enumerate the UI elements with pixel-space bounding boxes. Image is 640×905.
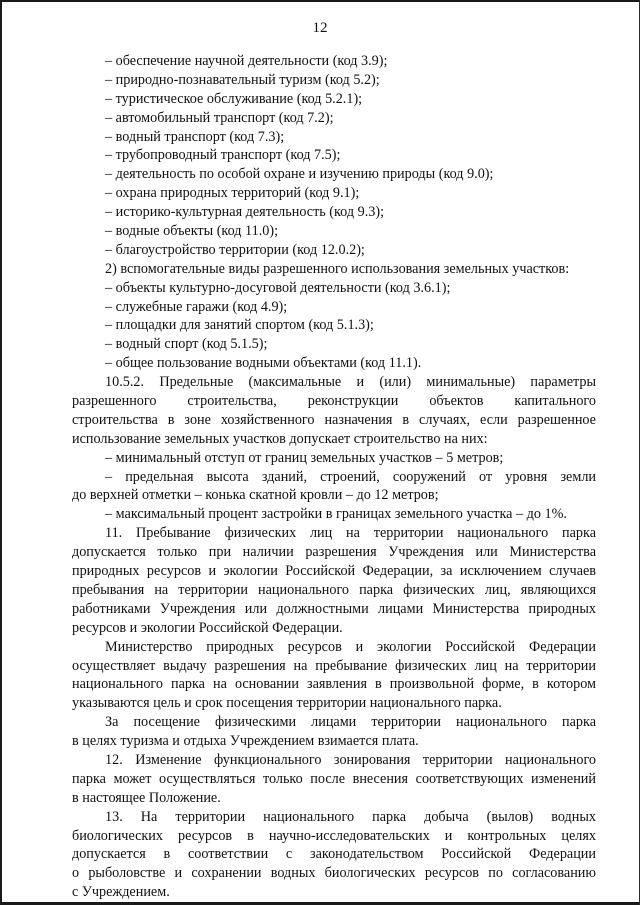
text-line: – благоустройство территории (код 12.0.2); <box>105 241 365 258</box>
text-line: в настоящее Положение. <box>72 789 221 806</box>
text-line: – общее пользование водными объектами (код 11.1). <box>105 355 422 372</box>
text-line: допускается в соответствии с законодательством Российской Федерации <box>72 846 596 863</box>
text-line: 13. На территории национального парка добыча (вылов) водных <box>105 808 596 825</box>
text-line: пребывания на территории национального парка физических лиц, являющихся <box>72 581 596 598</box>
text-line: использование земельных участков допускает строительство на них: <box>72 430 488 447</box>
text-line: – природно-познавательный туризм (код 5.2); <box>105 71 380 88</box>
text-line: ресурсов и экологии Российской Федерации. <box>72 619 343 636</box>
text-line: разрешенного строительства, реконструкции объектов капитального <box>72 393 596 410</box>
text-line: – обеспечение научной деятельности (код 3.9); <box>105 53 388 69</box>
text-line: – предельная высота зданий, строений, сооружений от уровня земли <box>105 468 596 485</box>
text-line: Министерство природных ресурсов и экологии Российской Федерации <box>105 638 596 655</box>
text-line: 10.5.2. Предельные (максимальные и (или) минимальные) параметры <box>105 374 596 391</box>
text-line: – водные объекты (код 11.0); <box>105 223 279 240</box>
text-line: – историко-культурная деятельность (код 9.3); <box>105 204 385 221</box>
text-line: – максимальный процент застройки в границах земельного участка – до 1%. <box>105 506 567 523</box>
text-line: – туристическое обслуживание (код 5.2.1); <box>105 90 363 107</box>
text-line: биологических ресурсов в научно-исследовательских и контрольных целях <box>72 827 596 844</box>
text-line: – минимальный отступ от границ земельных участков – 5 метров; <box>105 449 504 466</box>
text-line: указываются цель и срок посещения территории национального парка. <box>72 695 502 712</box>
text-line: – служебные гаражи (код 4.9); <box>105 298 288 315</box>
text-line: в целях туризма и отдыха Учреждением взимается плата. <box>72 733 419 750</box>
text-line: 11. Пребывание физических лиц на территории национального парка <box>105 525 596 542</box>
text-line: с Учреждением. <box>72 884 170 901</box>
text-line: – автомобильный транспорт (код 7.2); <box>105 109 334 126</box>
text-line: парка может осуществляться только после внесения соответствующих изменений <box>72 770 596 787</box>
text-line: – водный спорт (код 5.1.5); <box>105 336 268 353</box>
text-line: строительства в зоне хозяйственного назначения в случаях, если разрешенное <box>72 411 596 428</box>
text-line: о рыболовстве и сохранении водных биологических ресурсов по согласованию <box>72 865 596 882</box>
text-line: – охрана природных территорий (код 9.1); <box>105 185 360 202</box>
text-line: – объекты культурно-досуговой деятельности (код 3.6.1); <box>105 279 451 296</box>
text-line: национального парка на основании заявления в произвольной форме, в котором <box>72 676 596 693</box>
text-line: допускается только при наличии разрешения Учреждения или Министерства <box>72 544 596 561</box>
text-line: – площадки для занятий спортом (код 5.1.3); <box>105 317 374 334</box>
text-line: 2) вспомогательные виды разрешенного использования земельных участков: <box>105 260 570 277</box>
text-line: работниками Учреждения или должностными лицами Министерства природных <box>72 600 596 617</box>
text-line: – водный транспорт (код 7.3); <box>105 128 285 145</box>
text-line: – деятельность по особой охране и изучению природы (код 9.0); <box>105 166 494 183</box>
text-line: За посещение физическими лицами территории национального парка <box>105 714 596 731</box>
text-line: 12. Изменение функционального зонирования территории национального <box>105 751 596 768</box>
text-line: – трубопроводный транспорт (код 7.5); <box>105 147 341 164</box>
text-line: до верхней отметки – конька скатной кровли – до 12 метров; <box>72 487 439 504</box>
page-number: 12 <box>312 20 328 36</box>
text-line: осуществляет выдачу разрешения на пребывание физических лиц на территории <box>72 657 596 674</box>
scan-edge-left <box>0 0 2 905</box>
scan-edge-top <box>0 0 640 2</box>
document-body <box>72 52 596 902</box>
text-line: природных ресурсов и экологии Российской Федерации, за исключением случаев <box>72 563 596 580</box>
